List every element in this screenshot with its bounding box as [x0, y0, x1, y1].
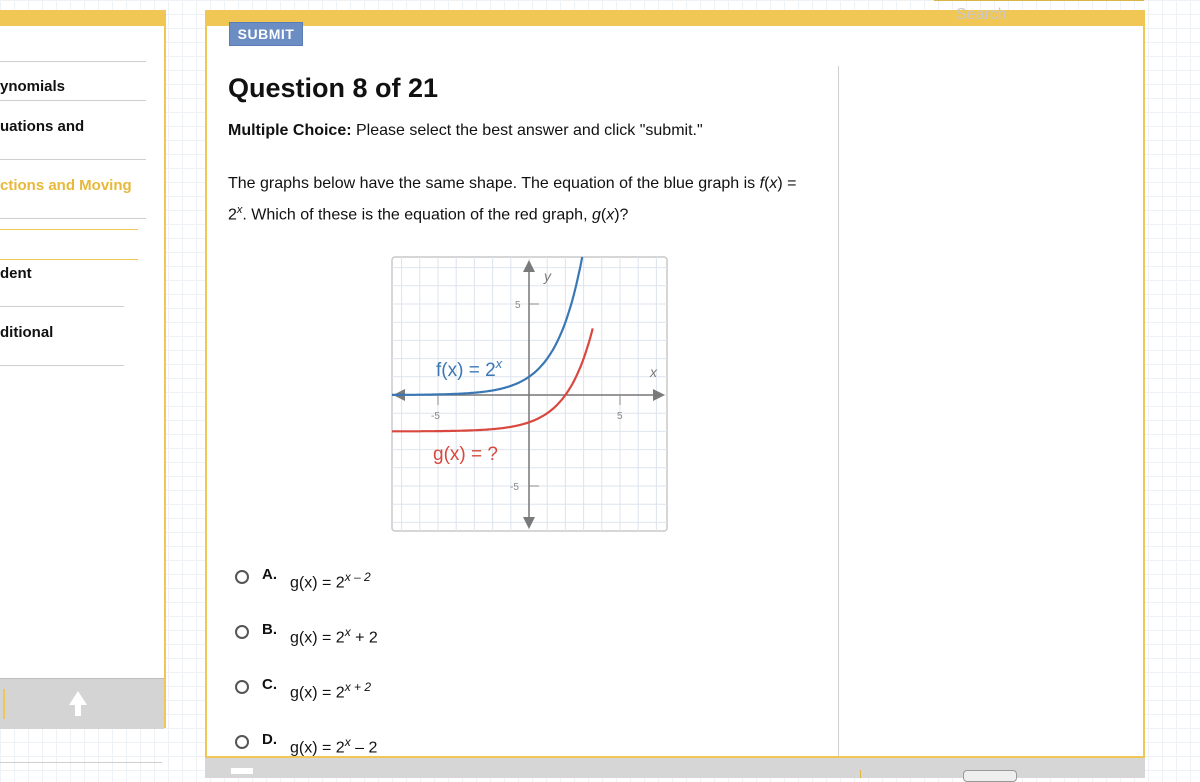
option-letter: B.	[262, 621, 277, 638]
sidebar-item-additional[interactable]: ditional	[0, 324, 54, 341]
instructions	[228, 122, 703, 140]
submit-button[interactable]: SUBMIT	[229, 22, 303, 46]
sidebar-divider	[0, 365, 124, 366]
sidebar-divider	[0, 100, 146, 101]
exponential-graph	[391, 256, 669, 532]
tick-label-y-5: 5	[515, 300, 521, 311]
sidebar-item-functions-active[interactable]: ctions and Moving	[0, 177, 132, 194]
sidebar-gold-divider	[0, 229, 138, 230]
radio-button-c[interactable]	[235, 680, 249, 694]
tick-label-x-5: 5	[617, 411, 623, 422]
instructions-text: Please select the best answer and click "submit."	[351, 122, 703, 139]
tick-label-y-neg5: -5	[510, 482, 519, 493]
option-equation: $g(x) = 2^{x - 2}$	[290, 570, 371, 592]
sidebar-divider	[0, 159, 146, 160]
radio-button-d[interactable]	[235, 735, 249, 749]
panel-vertical-divider	[838, 66, 839, 766]
option-equation: $g(x) = 2^{x + 2}$	[290, 680, 372, 702]
question-title: Question 8 of 21	[228, 73, 439, 103]
tick-label-x-neg5: -5	[431, 411, 440, 422]
sidebar-divider	[0, 306, 124, 307]
option-equation: $g(x) = 2^x + 2$	[290, 625, 378, 647]
search-placeholder: Search	[956, 6, 1007, 23]
option-letter: D.	[262, 731, 277, 748]
search-box[interactable]	[934, 0, 1144, 26]
sidebar-gold-divider	[0, 259, 138, 260]
option-equation: $g(x) = 2^x - 2$	[290, 735, 378, 757]
sidebar-item-equations[interactable]: uations and	[0, 118, 85, 135]
sidebar-item-polynomials[interactable]: ynomials	[0, 78, 66, 95]
sidebar-item-student[interactable]: dent	[0, 265, 32, 282]
question-text: The graphs below have the same shape. The equation of the blue graph is f(x) = $2^x$. Which of these is the equation of the red graph, g(x)?	[228, 175, 797, 224]
sidebar-divider	[0, 61, 146, 62]
radio-button-b[interactable]	[235, 625, 249, 639]
scroll-up-arrow-icon[interactable]	[68, 691, 88, 717]
sidebar-bottom-bar	[0, 678, 164, 729]
y-axis-label: y	[544, 268, 551, 284]
bottom-button[interactable]	[963, 770, 1017, 782]
bottom-bar	[205, 756, 1145, 778]
left-sidebar	[0, 10, 166, 728]
red-curve-label: g(x) = ?	[433, 444, 498, 465]
sidebar-top-bar	[0, 10, 166, 26]
blue-curve-label: $f(x) = 2^x$	[436, 356, 503, 381]
instructions-label: Multiple Choice:	[228, 122, 352, 139]
sidebar-divider	[0, 218, 146, 219]
x-axis-label: x	[650, 364, 657, 380]
option-letter: C.	[262, 676, 277, 693]
option-letter: A.	[262, 566, 277, 583]
radio-button-a[interactable]	[235, 570, 249, 584]
